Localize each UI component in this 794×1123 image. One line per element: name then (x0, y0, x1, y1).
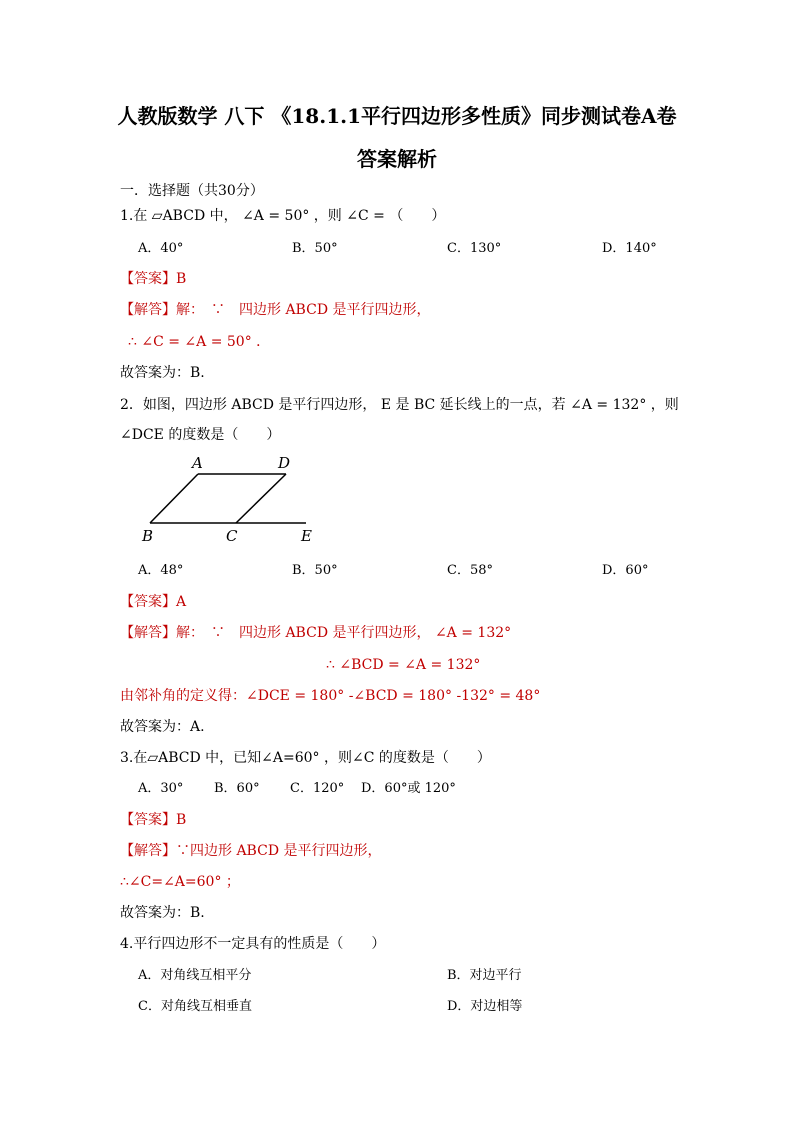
analysis-text: ∵ 四边形 ABCD 是平行四边形， ∠A = 132° (211, 625, 512, 641)
question-2-conclusion: 故答案为：A. (120, 719, 205, 735)
analysis-prefix: 解： (176, 625, 197, 641)
question-1-conclusion: 故答案为：B. (120, 365, 205, 381)
analysis-text: ∠DCE = 180° -∠BCD = 180° -132° = 48° (246, 688, 541, 704)
question-1-stem: 1.在 ▱ABCD 中， ∠A = 50° ，则 ∠C = （ ） (120, 208, 446, 224)
parallelogram-figure (130, 452, 330, 547)
question-2-option-d: D．60° (602, 563, 649, 578)
question-3-analysis-line-1 (120, 842, 382, 860)
question-1-analysis-line-1 (120, 301, 431, 319)
vertex-label-e: E (301, 527, 312, 545)
question-4-option-d: D．对边相等 (447, 999, 523, 1014)
analysis-text: 解： ∵ 四边形 ABCD 是平行四边形， (176, 302, 431, 318)
vertex-label-a: A (192, 454, 203, 472)
page-subtitle: 答案解析 (357, 147, 437, 171)
question-2-option-b: B．50° (292, 563, 338, 578)
answer-value: B (176, 271, 187, 287)
question-2-option-a: A．48° (138, 563, 184, 578)
question-2-analysis-line-2: ∴ ∠BCD = ∠A = 132° (326, 657, 481, 673)
question-3-analysis-line-2: ∴∠C=∠A=60° ； (120, 874, 240, 890)
question-3-option-c: C．120° (290, 781, 345, 796)
question-4-option-b: B．对边平行 (447, 968, 522, 983)
question-1-option-b: B．50° (292, 241, 338, 256)
question-4-option-a: A．对角线互相平分 (138, 968, 252, 983)
answer-value: B (176, 812, 187, 828)
question-3-option-a: A．30° (138, 781, 184, 796)
question-3-answer (120, 811, 186, 829)
question-2-answer (120, 593, 186, 611)
question-1-option-c: C．130° (447, 241, 502, 256)
question-2-analysis-line-3 (120, 687, 540, 705)
analysis-prefix: 由邻补角的定义得： (120, 688, 246, 704)
answer-label: 【答案】 (120, 271, 176, 287)
question-3-option-d: D．60°或 120° (361, 781, 456, 796)
question-4-option-c: C．对角线互相垂直 (138, 999, 252, 1014)
answer-label: 【答案】 (120, 594, 176, 610)
answer-value: A (176, 594, 187, 610)
vertex-label-b: B (142, 527, 154, 545)
analysis-label: 【解答】 (120, 843, 176, 859)
section-heading: 一．选择题（共30分） (120, 183, 264, 199)
question-1-option-d: D．140° (602, 241, 657, 256)
answer-label: 【答案】 (120, 812, 176, 828)
page-title: 人教版数学 八下 《18.1.1平行四边形多性质》同步测试卷A卷 (117, 104, 677, 128)
question-1-option-a: A．40° (138, 241, 184, 256)
question-1-answer (120, 270, 186, 288)
analysis-label: 【解答】 (120, 625, 176, 641)
vertex-label-d: D (278, 454, 291, 472)
question-3-stem: 3.在▱ABCD 中，已知∠A=60° ，则∠C 的度数是（ ） (120, 750, 491, 766)
question-3-option-b: B．60° (214, 781, 260, 796)
analysis-text: ∵四边形 ABCD 是平行四边形， (176, 843, 382, 859)
analysis-label: 【解答】 (120, 302, 176, 318)
question-2-analysis-line-1 (120, 624, 511, 642)
question-1-analysis-line-2: ∴ ∠C = ∠A = 50° ． (128, 334, 271, 350)
question-2-stem-line-1: 2．如图，四边形 ABCD 是平行四边形， E 是 BC 延长线上的一点，若 ∠A = 132° ，则 (120, 397, 679, 413)
vertex-label-c: C (226, 527, 238, 545)
question-4-stem: 4.平行四边形不一定具有的性质是（ ） (120, 936, 386, 952)
question-3-conclusion: 故答案为：B. (120, 905, 205, 921)
question-2-option-c: C．58° (447, 563, 493, 578)
question-2-stem-line-2: ∠DCE 的度数是（ ） (120, 427, 281, 443)
